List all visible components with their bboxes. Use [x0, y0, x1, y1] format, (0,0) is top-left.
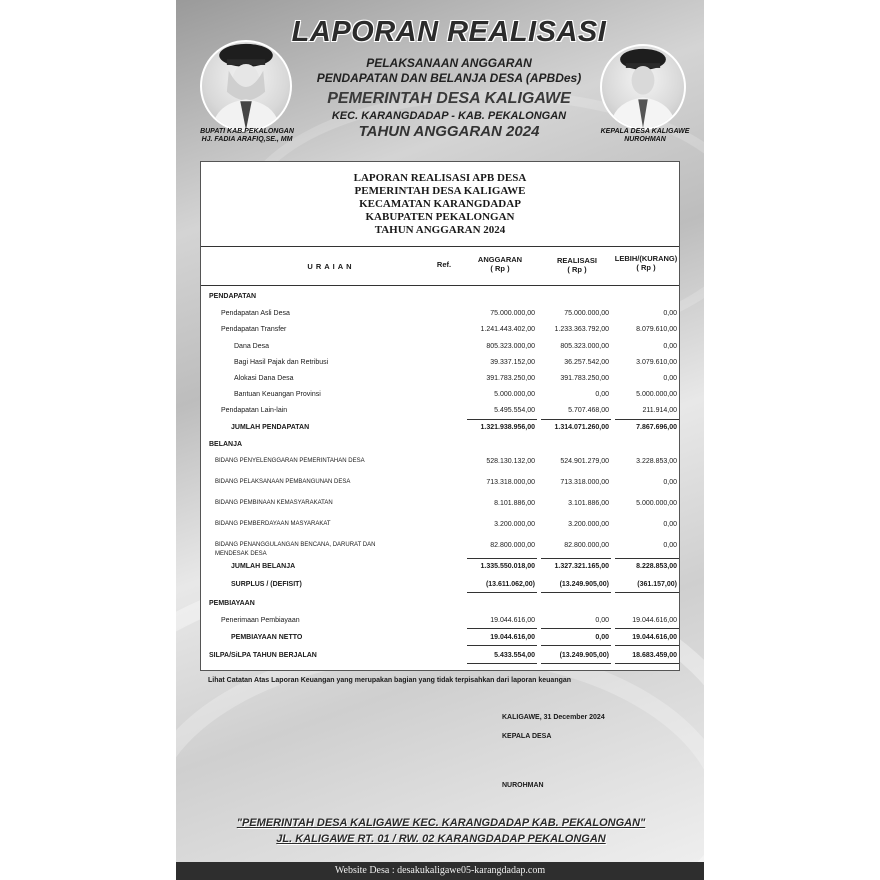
regent-portrait	[200, 40, 292, 132]
column-header-anggaran-label: ANGGARAN	[477, 255, 523, 264]
header-line-2: PENDAPATAN DAN BELANJA DESA (APBDes)	[316, 71, 582, 85]
lebih-kurang-value: 0,00	[663, 521, 677, 528]
total-rule	[615, 645, 679, 646]
total-rule	[541, 628, 611, 629]
lebih-kurang-value: 19.044.616,00	[632, 634, 677, 641]
anggaran-value: 19.044.616,00	[490, 634, 535, 641]
signature-position: KEPALA DESA	[502, 733, 552, 740]
realisasi-value: (13.249.905,00)	[559, 652, 609, 659]
row-label: Alokasi Dana Desa	[234, 375, 294, 382]
total-rule	[541, 592, 611, 593]
anggaran-value: 391.783.250,00	[486, 375, 535, 382]
website-bar: Website Desa : desakukaligawe05-karangdadap.com	[176, 862, 704, 880]
total-rule	[467, 628, 537, 629]
village-head-name: NUROHMAN	[624, 136, 666, 143]
report-title-line: KECAMATAN KARANGDADAP	[359, 198, 521, 210]
column-header-anggaran	[463, 255, 537, 273]
header-line-5: TAHUN ANGGARAN 2024	[358, 123, 540, 140]
row-label: Penerimaan Pembiayaan	[221, 617, 300, 624]
anggaran-value: 1.335.550.018,00	[480, 563, 535, 570]
row-label: JUMLAH PENDAPATAN	[231, 424, 310, 431]
total-rule	[467, 558, 537, 559]
lebih-kurang-value: 0,00	[663, 375, 677, 382]
report-note: Lihat Catatan Atas Laporan Keuangan yang merupakan bagian yang tidak terpisahkan dari laporan keuangan	[208, 677, 572, 684]
anggaran-value: 5.495.554,00	[494, 407, 535, 414]
poster-title: LAPORAN REALISASI	[291, 16, 607, 48]
total-rule	[615, 628, 679, 629]
realisasi-value: 391.783.250,00	[560, 375, 609, 382]
lebih-kurang-value: 8.079.610,00	[636, 326, 677, 333]
row-label: Bantuan Keuangan Provinsi	[234, 391, 321, 398]
lebih-kurang-value: 0,00	[663, 479, 677, 486]
anggaran-value: 75.000.000,00	[490, 310, 535, 317]
row-label: PEMBIAYAAN	[209, 600, 255, 607]
realisasi-value: 713.318.000,00	[560, 479, 609, 486]
row-label: Pendapatan Transfer	[221, 326, 287, 333]
total-rule	[467, 592, 537, 593]
row-label: Pendapatan Asli Desa	[221, 310, 290, 317]
anggaran-value: 528.130.132,00	[486, 458, 535, 465]
column-header-anggaran-unit: ( Rp )	[490, 264, 510, 273]
row-label: BIDANG PENYELENGGARAN PEMERINTAHAN DESA	[215, 458, 365, 464]
row-label: Pendapatan Lain-lain	[221, 407, 288, 414]
signature-place-date: KALIGAWE, 31 December 2024	[502, 714, 605, 721]
row-label: BIDANG PELAKSANAAN PEMBANGUNAN DESA	[215, 479, 351, 485]
row-label: BIDANG PEMBERDAYAAN MASYARAKAT	[215, 521, 331, 527]
realisasi-value: (13.249.905,00)	[559, 581, 609, 588]
realisasi-value: 524.901.279,00	[560, 458, 609, 465]
realisasi-value: 75.000.000,00	[564, 310, 609, 317]
report-table-box	[200, 161, 680, 671]
row-label: BELANJA	[209, 441, 243, 448]
report-title-line: TAHUN ANGGARAN 2024	[374, 224, 506, 236]
total-rule	[541, 645, 611, 646]
row-label: Bagi Hasil Pajak dan Retribusi	[234, 359, 329, 366]
header-line-4: KEC. KARANGDADAP - KAB. PEKALONGAN	[331, 110, 567, 122]
realisasi-value: 3.200.000,00	[568, 521, 609, 528]
regent-title: BUPATI KAB.PEKALONGAN	[200, 128, 294, 135]
realisasi-value: 1.327.321.165,00	[554, 563, 609, 570]
row-label: JUMLAH BELANJA	[231, 563, 296, 570]
report-title	[201, 162, 679, 246]
anggaran-value: (13.611.062,00)	[485, 581, 535, 588]
realisasi-value: 0,00	[595, 617, 609, 624]
lebih-kurang-value: 3.079.610,00	[636, 359, 677, 366]
village-head-title: KEPALA DESA KALIGAWE	[600, 128, 690, 135]
total-rule	[467, 645, 537, 646]
row-label: BIDANG PEMBINAAN KEMASYARAKATAN	[215, 500, 333, 506]
row-label: SURPLUS / (DEFISIT)	[231, 581, 302, 588]
column-header-realisasi	[541, 256, 613, 274]
header-line-3: PEMERINTAH DESA KALIGAWE	[327, 90, 571, 107]
realisasi-value: 1.314.071.260,00	[554, 424, 609, 431]
column-header-lebih-unit: ( Rp )	[636, 263, 656, 272]
column-header-lebih-kurang	[613, 254, 679, 272]
total-rule	[467, 663, 537, 664]
realisasi-value: 5.707.468,00	[568, 407, 609, 414]
anggaran-value: 1.241.443.402,00	[480, 326, 535, 333]
regent-name: HJ. FADIA ARAFIQ,SE., MM	[201, 136, 293, 143]
column-header-uraian: URAIAN	[307, 262, 355, 271]
anggaran-value: 1.321.938.956,00	[480, 424, 535, 431]
total-rule	[541, 419, 611, 420]
anggaran-value: 5.433.554,00	[494, 652, 535, 659]
header-line-1: PELAKSANAAN ANGGARAN	[366, 56, 532, 70]
poster	[176, 0, 704, 880]
row-label: PENDAPATAN	[209, 293, 257, 300]
report-title-line: LAPORAN REALISASI APB DESA	[353, 172, 527, 184]
lebih-kurang-value: 5.000.000,00	[636, 391, 677, 398]
divider	[201, 285, 679, 286]
column-header-lebih-label: LEBIH/(KURANG)	[614, 254, 678, 263]
lebih-kurang-value: 3.228.853,00	[636, 458, 677, 465]
anggaran-value: 8.101.886,00	[494, 500, 535, 507]
signature-name: NUROHMAN	[502, 782, 544, 789]
row-label: BIDANG PENANGGULANGAN BENCANA, DARURAT DAN	[215, 542, 376, 548]
anggaran-value: 82.800.000,00	[490, 542, 535, 549]
column-header-realisasi-unit: ( Rp )	[567, 265, 587, 274]
row-label: Dana Desa	[234, 343, 270, 350]
lebih-kurang-value: 0,00	[663, 310, 677, 317]
anggaran-value: 19.044.616,00	[490, 617, 535, 624]
realisasi-value: 36.257.542,00	[564, 359, 609, 366]
row-label-continued: MENDESAK DESA	[215, 551, 267, 557]
lebih-kurang-value: 8.228.853,00	[636, 563, 677, 570]
total-rule	[615, 663, 679, 664]
realisasi-value: 0,00	[595, 391, 609, 398]
total-rule	[615, 419, 679, 420]
anggaran-value: 805.323.000,00	[486, 343, 535, 350]
footer-line-1: "PEMERINTAH DESA KALIGAWE KEC. KARANGDADAP KAB. PEKALONGAN"	[236, 817, 646, 829]
footer-line-2: JL. KALIGAWE RT. 01 / RW. 02 KARANGDADAP PEKALONGAN	[276, 833, 606, 845]
realisasi-value: 0,00	[595, 634, 609, 641]
realisasi-value: 82.800.000,00	[564, 542, 609, 549]
realisasi-value: 1.233.363.792,00	[554, 326, 609, 333]
total-rule	[615, 592, 679, 593]
lebih-kurang-value: 0,00	[663, 343, 677, 350]
total-rule	[467, 419, 537, 420]
total-rule	[615, 558, 679, 559]
lebih-kurang-value: 18.683.459,00	[632, 652, 677, 659]
report-title-line: PEMERINTAH DESA KALIGAWE	[354, 185, 526, 197]
column-header-ref: Ref.	[436, 260, 452, 269]
lebih-kurang-value: 19.044.616,00	[632, 617, 677, 624]
anggaran-value: 5.000.000,00	[494, 391, 535, 398]
column-header-realisasi-label: REALISASI	[556, 256, 597, 265]
lebih-kurang-value: 5.000.000,00	[636, 500, 677, 507]
realisasi-value: 3.101.886,00	[568, 500, 609, 507]
anggaran-value: 3.200.000,00	[494, 521, 535, 528]
total-rule	[541, 663, 611, 664]
row-label: SILPA/SiLPA TAHUN BERJALAN	[209, 652, 317, 659]
anggaran-value: 713.318.000,00	[486, 479, 535, 486]
anggaran-value: 39.337.152,00	[490, 359, 535, 366]
lebih-kurang-value: 0,00	[663, 542, 677, 549]
report-title-line: KABUPATEN PEKALONGAN	[365, 211, 515, 223]
lebih-kurang-value: 211.914,00	[642, 407, 677, 414]
lebih-kurang-value: 7.867.696,00	[636, 424, 677, 431]
row-label: PEMBIAYAAN NETTO	[231, 634, 303, 641]
table-header	[201, 247, 679, 285]
realisasi-value: 805.323.000,00	[560, 343, 609, 350]
total-rule	[541, 558, 611, 559]
lebih-kurang-value: (361.157,00)	[637, 581, 677, 588]
